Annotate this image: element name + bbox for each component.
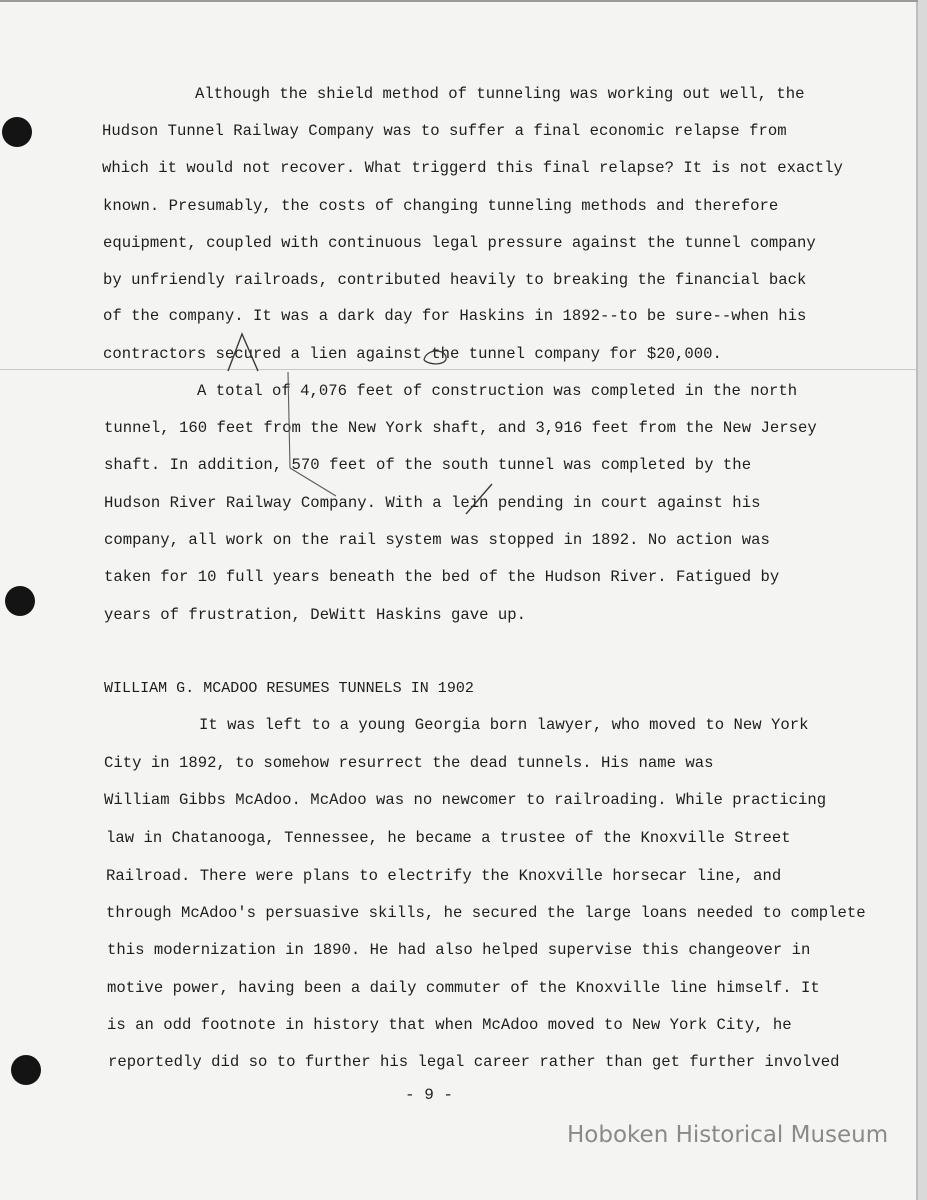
punch-hole-top: [2, 117, 32, 147]
punch-hole-bottom: [11, 1055, 41, 1085]
text-line: through McAdoo's persuasive skills, he secured the large loans needed to complete: [106, 904, 866, 922]
text-line: City in 1892, to somehow resurrect the dead tunnels. His name was: [104, 754, 714, 772]
text-line: of the company. It was a dark day for Haskins in 1892--to be sure--when his: [103, 307, 807, 325]
text-line: company, all work on the rail system was stopped in 1892. No action was: [104, 531, 770, 549]
text-line: shaft. In addition, 570 feet of the south tunnel was completed by the: [104, 456, 752, 474]
fold-crease: [0, 369, 918, 370]
text-line: William Gibbs McAdoo. McAdoo was no newcomer to railroading. While practicing: [104, 791, 827, 809]
text-line: years of frustration, DeWitt Haskins gave up.: [104, 606, 526, 624]
text-line: Hudson Tunnel Railway Company was to suffer a final economic relapse from: [102, 122, 787, 140]
text-line: which it would not recover. What triggerd this final relapse? It is not exactly: [102, 159, 843, 177]
text-line: reportedly did so to further his legal career rather than get further involved: [108, 1053, 840, 1071]
text-line: Hudson River Railway Company. With a lein pending in court against his: [104, 494, 761, 512]
punch-hole-middle: [5, 586, 35, 616]
text-line: this modernization in 1890. He had also helped supervise this changeover in: [107, 941, 811, 959]
text-line: contractors secured a lien against the tunnel company for $20,000.: [103, 345, 722, 363]
text-line: taken for 10 full years beneath the bed of the Hudson River. Fatigued by: [104, 568, 780, 586]
text-line: tunnel, 160 feet from the New York shaft, and 3,916 feet from the New Jersey: [104, 419, 817, 437]
section-heading: WILLIAM G. MCADOO RESUMES TUNNELS IN 1902: [104, 680, 474, 697]
text-line: is an odd footnote in history that when McAdoo moved to New York City, he: [107, 1016, 792, 1034]
text-line: equipment, coupled with continuous legal pressure against the tunnel company: [103, 234, 816, 252]
text-line: A total of 4,076 feet of construction was completed in the north: [197, 382, 798, 400]
text-line: Although the shield method of tunneling was working out well, the: [195, 85, 805, 103]
text-line: law in Chatanooga, Tennessee, he became a trustee of the Knoxville Street: [106, 829, 791, 847]
page-number: - 9 -: [405, 1086, 454, 1104]
text-line: by unfriendly railroads, contributed heavily to breaking the financial back: [103, 271, 807, 289]
text-line: known. Presumably, the costs of changing tunneling methods and therefore: [103, 197, 779, 215]
text-line: Railroad. There were plans to electrify the Knoxville horsecar line, and: [106, 867, 782, 885]
text-line: It was left to a young Georgia born lawyer, who moved to New York: [199, 716, 809, 734]
text-line: motive power, having been a daily commuter of the Knoxville line himself. It: [107, 979, 820, 997]
watermark-text: Hoboken Historical Museum: [567, 1122, 889, 1148]
